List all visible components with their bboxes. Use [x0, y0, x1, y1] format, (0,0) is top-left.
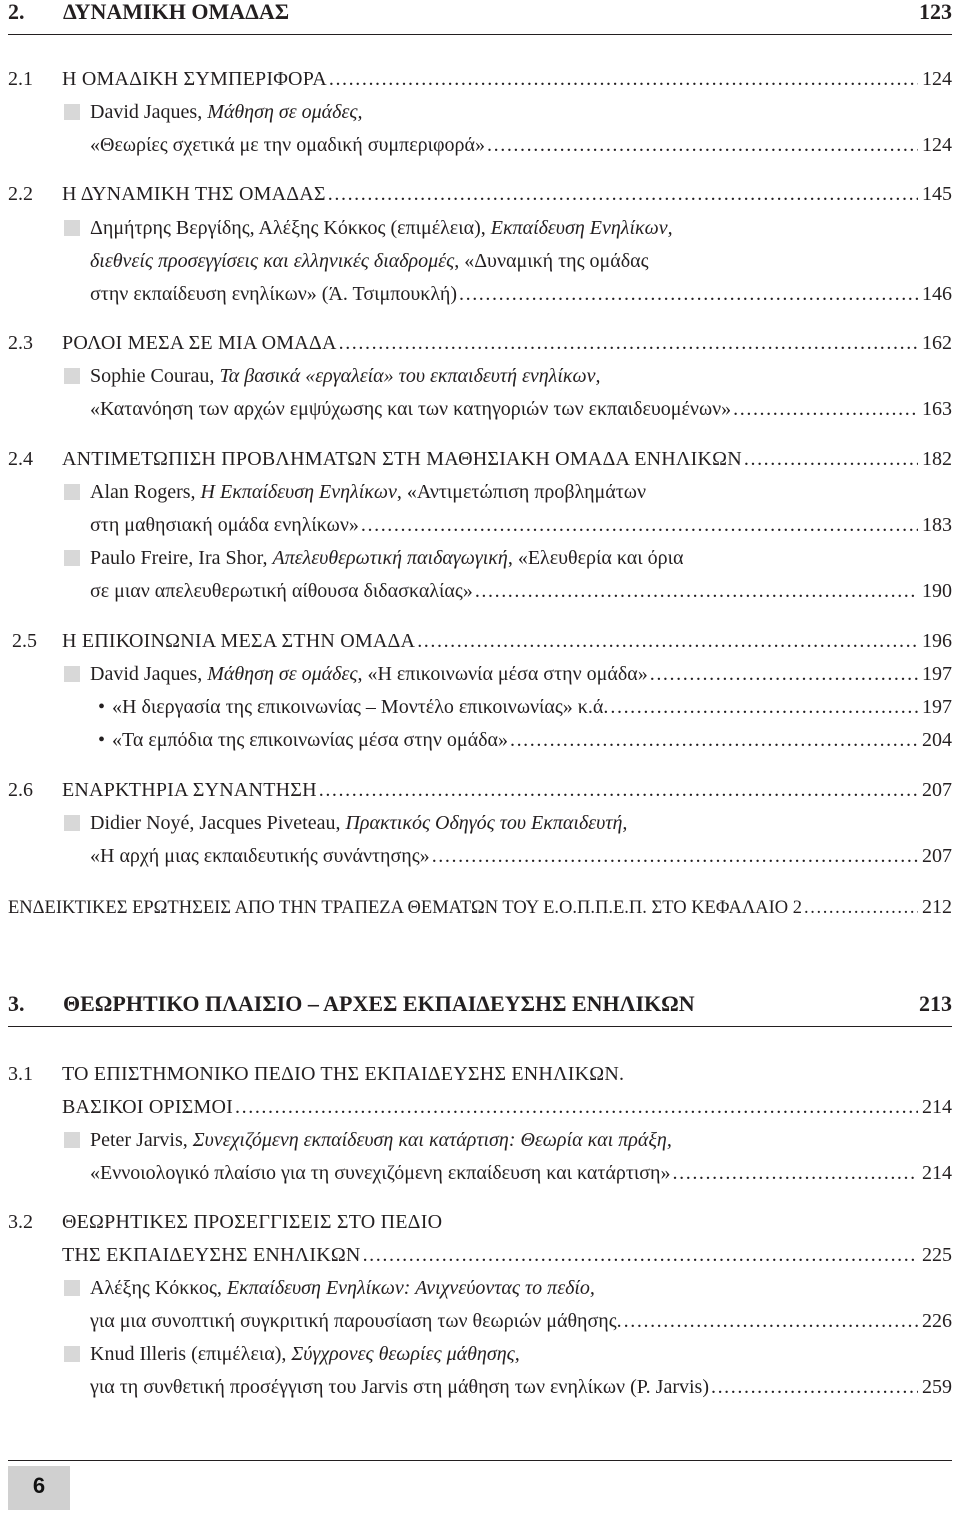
entry-text: David Jaques, Μάθηση σε ομάδες, «Η επικοινωνία μέσα στην ομάδα» [90, 663, 648, 685]
page-number: 204 [922, 729, 952, 751]
entry-text: Knud Illeris (επιμέλεια), Σύγχρονες θεωρίες μάθησης, [90, 1343, 520, 1365]
section-title: ΤΗΣ ΕΚΠΑΙΔΕΥΣΗΣ ΕΝΗΛΙΚΩΝ [62, 1244, 361, 1266]
section-title: ΑΝΤΙΜΕΤΩΠΙΣΗ ΠΡΟΒΛΗΜΑΤΩΝ ΣΤΗ ΜΑΘΗΣΙΑΚΗ ΟΜΑΔΑ ΕΝΗΛΙΚΩΝ [62, 448, 742, 470]
toc-entry-continued[interactable] [8, 509, 952, 541]
entry-text: «Η αρχή μιας εκπαιδευτικής συνάντησης» [90, 845, 430, 867]
toc-entry[interactable] [8, 542, 952, 574]
entry-text: Didier Noyé, Jacques Piveteau, Πρακτικός Οδηγός του Εκπαιδευτή, [90, 812, 628, 834]
page-number: 212 [922, 896, 952, 918]
toc-section-2-4[interactable] [8, 443, 952, 475]
toc-section-2-6[interactable] [8, 774, 952, 806]
page-number: 259 [922, 1376, 952, 1398]
square-bullet-icon [64, 666, 80, 682]
entry-text: για μια συνοπτική συγκριτική παρουσίαση των θεωριών μάθησης. [90, 1310, 622, 1332]
square-bullet-icon [64, 1346, 80, 1362]
toc-entry[interactable] [8, 476, 952, 508]
page-number: 182 [922, 448, 952, 470]
toc-section-3-2[interactable] [8, 1206, 952, 1238]
toc-subentry[interactable] [8, 724, 952, 756]
leader-dots [624, 1305, 918, 1337]
page-number: 214 [922, 1096, 952, 1118]
page-number: 146 [922, 283, 952, 305]
entry-text: Δημήτρης Βεργίδης, Αλέξης Κόκκος (επιμέλεια), Εκπαίδευση Ενηλίκων, [90, 217, 673, 239]
toc-entry-continued[interactable] [8, 129, 952, 161]
entry-text: στη μαθησιακή ομάδα ενηλίκων» [90, 514, 359, 536]
toc-entry-continued[interactable] [8, 1371, 952, 1403]
toc-entry[interactable] [8, 360, 952, 392]
toc-section-3-1[interactable] [8, 1058, 952, 1090]
page-number: 183 [922, 514, 952, 536]
square-bullet-icon [64, 1132, 80, 1148]
toc-section-2-5[interactable] [8, 625, 952, 657]
entry-text: Alan Rogers, Η Εκπαίδευση Ενηλίκων, «Αντιμετώπιση προβλημάτων [90, 481, 646, 503]
section-number: 2.2 [8, 183, 33, 205]
section-title: ΕΝΑΡΚΤΗΡΙΑ ΣΥΝΑΝΤΗΣΗ [62, 779, 317, 801]
entry-text: ΕΝΔΕΙΚΤΙΚΕΣ ΕΡΩΤΗΣΕΙΣ ΑΠΟ ΤΗΝ ΤΡΑΠΕΖΑ ΘΕΜΑΤΩΝ ΤΟΥ Ε.Ο.Π.Π.Ε.Π. ΣΤΟ ΚΕΦΑΛΑΙΟ 2 [8, 898, 803, 918]
toc-entry-continued[interactable] [8, 1157, 952, 1189]
toc-entry[interactable] [8, 96, 952, 128]
page-number: 162 [922, 332, 952, 354]
leader-dots [432, 840, 918, 872]
leader-dots [363, 1239, 918, 1271]
page-number: 124 [922, 134, 952, 156]
entry-text: Peter Jarvis, Συνεχιζόμενη εκπαίδευση και κατάρτιση: Θεωρία και πράξη, [90, 1129, 672, 1151]
square-bullet-icon [64, 1280, 80, 1296]
section-title: ΤΟ ΕΠΙΣΤΗΜΟΝΙΚΟ ΠΕΔΙΟ ΤΗΣ ΕΚΠΑΙΔΕΥΣΗΣ ΕΝΗΛΙΚΩΝ. [62, 1063, 625, 1085]
entry-text: David Jaques, Μάθηση σε ομάδες, [90, 101, 363, 123]
leader-dots [361, 509, 918, 541]
entry-text: Paulo Freire, Ira Shor, Απελευθερωτική παιδαγωγική, «Ελευθερία και όρια [90, 547, 684, 569]
leader-dots [510, 724, 918, 756]
footer-rule [8, 1460, 952, 1461]
leader-dots [459, 278, 918, 310]
entry-text: Αλέξης Κόκκος, Εκπαίδευση Ενηλίκων: Ανιχνεύοντας το πεδίο, [90, 1277, 595, 1299]
section-number: 2.3 [8, 332, 33, 354]
chapter-number: 2. [8, 0, 25, 24]
chapter-heading[interactable] [8, 0, 952, 28]
leader-dots [329, 63, 918, 95]
leader-dots [328, 178, 918, 210]
entry-text: «Θεωρίες σχετικά με την ομαδική συμπεριφορά» [90, 134, 486, 156]
section-title: Η ΔΥΝΑΜΙΚΗ ΤΗΣ ΟΜΑΔΑΣ [62, 183, 326, 205]
toc-section-2-2[interactable] [8, 178, 952, 210]
entry-text: «Τα εμπόδια της επικοινωνίας μέσα στην ομάδα» [112, 729, 508, 751]
entry-text: «Η διεργασία της επικοινωνίας – Μοντέλο επικοινωνίας» κ.ά. [112, 696, 609, 718]
leader-dots [487, 129, 918, 161]
leader-dots [744, 443, 918, 475]
toc-entry[interactable] [8, 1338, 952, 1370]
page-number: 225 [922, 1244, 952, 1266]
page-number-badge: 6 [8, 1466, 70, 1510]
page-number: 214 [922, 1162, 952, 1184]
leader-dots [711, 1371, 918, 1403]
chapter-divider [8, 34, 952, 35]
entry-text: διεθνείς προσεγγίσεις και ελληνικές διαδρομές, «Δυναμική της ομάδας [90, 250, 649, 272]
leader-dots [733, 393, 918, 425]
toc-entry-continued[interactable] [8, 278, 952, 310]
toc-entry[interactable] [8, 807, 952, 839]
page-number: 163 [922, 398, 952, 420]
square-bullet-icon [64, 368, 80, 384]
page-number: 124 [922, 68, 952, 90]
section-number: 2.6 [8, 779, 33, 801]
chapter-title: ΘΕΩΡΗΤΙΚΟ ΠΛΑΙΣΙΟ – ΑΡΧΕΣ ΕΚΠΑΙΔΕΥΣΗΣ ΕΝΗΛΙΚΩΝ [63, 991, 695, 1016]
chapter-number: 3. [8, 991, 25, 1016]
section-title: ΡΟΛΟΙ ΜΕΣΑ ΣΕ ΜΙΑ ΟΜΑΔΑ [62, 332, 337, 354]
leader-dots [339, 327, 918, 359]
leader-dots [673, 1157, 918, 1189]
chapter-page: 213 [919, 991, 952, 1016]
square-bullet-icon [64, 220, 80, 236]
toc-subentry[interactable] [8, 691, 952, 723]
bullet-dot-icon: • [98, 696, 106, 718]
leader-dots [235, 1091, 918, 1123]
section-title: ΒΑΣΙΚΟΙ ΟΡΙΣΜΟΙ [62, 1096, 234, 1118]
leader-dots [804, 892, 918, 924]
section-title: ΘΕΩΡΗΤΙΚΕΣ ΠΡΟΣΕΓΓΙΣΕΙΣ ΣΤΟ ΠΕΔΙΟ [62, 1211, 443, 1233]
entry-text: «Κατανόηση των αρχών εμψύχωσης και των κατηγοριών των εκπαιδευομένων» [90, 398, 732, 420]
toc-entry[interactable] [8, 658, 952, 690]
page-number: 196 [922, 630, 952, 652]
chapter-page: 123 [919, 0, 952, 24]
toc-entry[interactable] [8, 212, 952, 244]
chapter-heading[interactable] [8, 988, 952, 1020]
page-number: 190 [922, 580, 952, 602]
toc-entry-continued[interactable] [8, 393, 952, 425]
toc-section-2-3[interactable] [8, 327, 952, 359]
bullet-dot-icon: • [98, 729, 106, 751]
square-bullet-icon [64, 104, 80, 120]
page-number: 207 [922, 845, 952, 867]
entry-text: Sophie Courau, Τα βασικά «εργαλεία» του εκπαιδευτή ενηλίκων, [90, 365, 601, 387]
page-number: 197 [922, 696, 952, 718]
toc-entry-continued[interactable] [8, 245, 952, 277]
entry-text: «Εννοιολογικό πλαίσιο για τη συνεχιζόμενη εκπαίδευση και κατάρτιση» [90, 1162, 671, 1184]
toc-section-3-2-continued[interactable] [8, 1239, 952, 1271]
square-bullet-icon [64, 550, 80, 566]
section-title: Η ΟΜΑΔΙΚΗ ΣΥΜΠΕΡΙΦΟΡΑ [62, 68, 327, 90]
leader-dots [319, 774, 918, 806]
entry-text: σε μιαν απελευθερωτική αίθουσα διδασκαλίας» [90, 580, 473, 602]
leader-dots [475, 575, 918, 607]
page-number: 145 [922, 183, 952, 205]
entry-text: στην εκπαίδευση ενηλίκων» (Ά. Τσιμπουκλή) [90, 283, 457, 305]
section-number: 3.1 [8, 1063, 33, 1085]
section-number: 2.1 [8, 68, 33, 90]
square-bullet-icon [64, 815, 80, 831]
chapter-divider [8, 1026, 952, 1027]
toc-entry-continued[interactable] [8, 840, 952, 872]
page-number: 226 [922, 1310, 952, 1332]
section-title: Η ΕΠΙΚΟΙΝΩΝΙΑ ΜΕΣΑ ΣΤΗΝ ΟΜΑΔΑ [62, 630, 416, 652]
square-bullet-icon [64, 484, 80, 500]
toc-section-2-1[interactable] [8, 63, 952, 95]
toc-entry-continued[interactable] [8, 575, 952, 607]
leader-dots [650, 658, 918, 690]
leader-dots [610, 691, 918, 723]
page-number: 197 [922, 663, 952, 685]
chapter-title: ΔΥΝΑΜΙΚΗ ΟΜΑΔΑΣ [63, 0, 290, 24]
section-number: 2.5 [12, 630, 37, 652]
toc-entry-continued[interactable] [8, 1305, 952, 1337]
toc-section-3-1-continued[interactable] [8, 1091, 952, 1123]
leader-dots [417, 625, 918, 657]
toc-questions-chapter-2[interactable] [8, 891, 952, 923]
toc-entry[interactable] [8, 1124, 952, 1156]
section-number: 2.4 [8, 448, 33, 470]
page-number: 207 [922, 779, 952, 801]
entry-text: για τη συνθετική προσέγγιση του Jarvis στη μάθηση των ενηλίκων (P. Jarvis) [90, 1376, 709, 1398]
toc-entry[interactable] [8, 1272, 952, 1304]
section-number: 3.2 [8, 1211, 33, 1233]
